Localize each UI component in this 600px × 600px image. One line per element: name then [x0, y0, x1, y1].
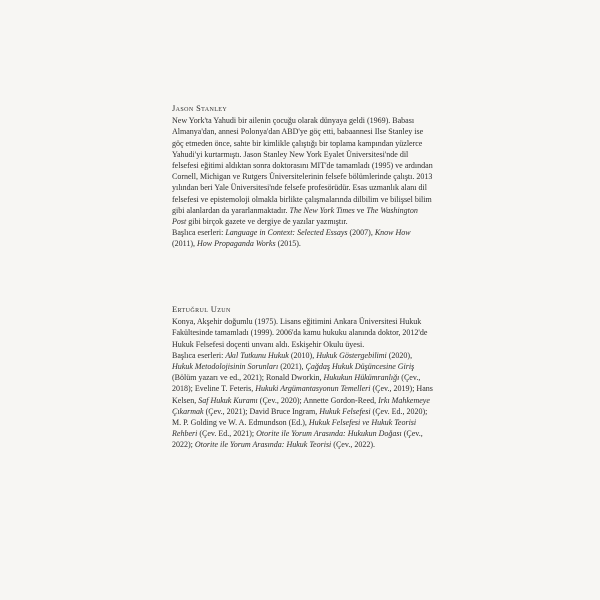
work-title: Hukuk Metodolojisinin Sorunları: [172, 362, 279, 372]
work-title: The New York Times: [289, 205, 355, 215]
bio-text: Konya, Akşehir doğumlu (1975). Lisans eğitimini Ankara Üniversitesi Hukuk Fakültesinde tamamladı (1999). 2006'da kamu hukuku alanında doktor, 2012'de Hukuk Felsefesi doçenti unvanı aldı. Eskişehir Okulu üyesi.: [172, 317, 428, 349]
work-title: Hukukun Hükümranlığı: [323, 373, 400, 383]
works-text: (Çev. Ed., 2021);: [197, 429, 257, 439]
work-title: Language in Context: Selected Essays: [225, 228, 348, 238]
author-name: Jason Stanley: [172, 104, 228, 113]
work-title: Otorite ile Yorum Arasında: Hukukun Doğası: [256, 429, 402, 439]
work-title: The Washington Post: [172, 205, 418, 227]
works-text: (Çev., 2021); David Bruce Ingram,: [203, 406, 320, 416]
works-text: (Bölüm yazarı ve ed., 2021); Ronald Dworkin,: [172, 373, 324, 383]
author-name: Ertuğrul Uzun: [172, 305, 231, 314]
works-text: (2010),: [288, 350, 317, 360]
work-title: Çağdaş Hukuk Düşüncesine Giriş: [305, 362, 415, 372]
work-title: Akıl Tutkunu Hukuk: [225, 350, 289, 360]
works-text: (Çev., 2019); Hans Kelsen,: [172, 384, 433, 405]
work-title: Saf Hukuk Kuramı: [198, 395, 258, 405]
bio-text: New York'ta Yahudi bir ailenin çocuğu olarak dünyaya geldi (1969). Babası Almanya'dan, annesi Polonya'dan ABD'ye göç etti, babaannesi Ilse Stanley ise göç etmeden önce, sahte bir kimlikle çalıştığı bir toplama kampından yüzlerce Yahudi'yi kurtarmıştı. Jason Stanley New York Eyalet Üniversitesi'nde dil felsefesi eğitimi aldıktan sonra doktorasını MIT'de tamamladı (1995) ve ardından Cornell, Michigan ve Rutgers Üniversitelerinin felsefe bölümlerinde çalıştı. 2013 yılından beri Yale Üniversitesi'nde felsefe profesörüdür. Esas uzmanlık alanı dil felsefesi ve epistemoloji olmakla birlikte çalışmalarında dilbilim ve bilişsel bilim gibi alanlardan da yararlanmaktadır.: [172, 116, 433, 215]
bio-paragraph: [172, 115, 434, 227]
work-title: Hukuk Felsefesi: [319, 406, 371, 416]
works-text: (2020),: [386, 350, 413, 360]
work-title: Hukuk Göstergebilimi: [316, 350, 387, 360]
works-text: (2015).: [275, 239, 301, 249]
bio-paragraph: [172, 316, 434, 350]
bio-jason-stanley: [172, 103, 434, 250]
works-list: [172, 350, 434, 451]
work-title: Know How: [374, 228, 411, 238]
works-list: [172, 227, 434, 249]
work-title: Hukuki Argümantasyonun Temelleri: [255, 384, 371, 394]
work-title: How Propaganda Works: [197, 239, 276, 249]
works-text: (Çev., 2020); Annette Gordon-Reed,: [257, 395, 379, 405]
works-text: (Çev., 2022);: [172, 429, 423, 450]
works-text: Başlıca eserleri:: [172, 350, 226, 360]
works-text: (2011),: [172, 239, 198, 249]
works-text: (2021),: [278, 362, 306, 372]
work-title: Irkı Mahkemeye Çıkarmak: [172, 395, 430, 416]
works-text: gibi birçok gazete ve dergiye de yazılar yazmıştır.: [186, 217, 348, 227]
work-title: Hukuk Felsefesi ve Hukuk Teorisi Rehberi: [172, 418, 417, 439]
works-text: (2007),: [347, 228, 375, 238]
works-text: (Çev. Ed., 2020); M. P. Golding ve W. A. Edmundson (Ed.),: [172, 406, 428, 428]
work-title: Otorite ile Yorum Arasında: Hukuk Teorisi: [194, 440, 332, 450]
bio-ertugrul-uzun: [172, 304, 434, 451]
works-text: ve: [354, 205, 367, 215]
works-text: Başlıca eserleri:: [172, 228, 226, 238]
works-text: (Çev., 2018); Eveline T. Feteris,: [172, 373, 421, 394]
works-text: (Çev., 2022).: [331, 440, 375, 450]
